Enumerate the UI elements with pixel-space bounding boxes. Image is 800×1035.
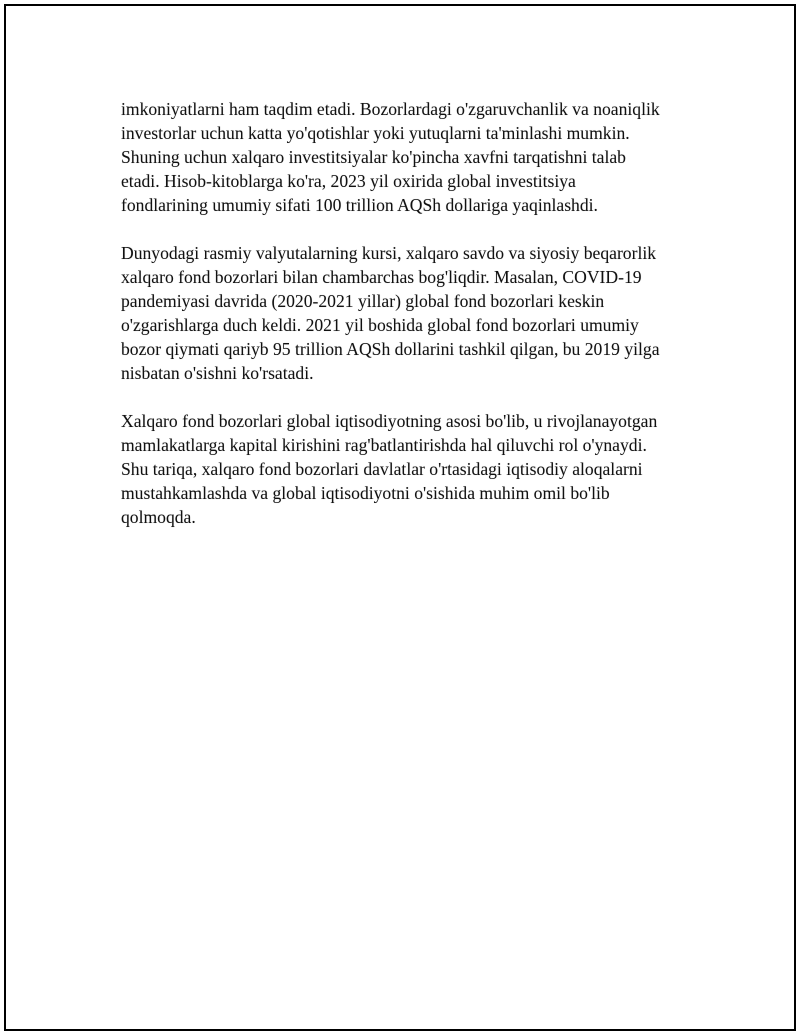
text-line: Shu tariqa, xalqaro fond bozorlari davlatlar o'rtasidagi iqtisodiy aloqalarni [121, 459, 643, 479]
text-line: etadi. Hisob-kitoblarga ko'ra, 2023 yil oxirida global investitsiya [121, 171, 576, 191]
paragraph-3 [121, 409, 711, 529]
text-line: imkoniyatlarni ham taqdim etadi. Bozorlardagi o'zgaruvchanlik va noaniqlik [121, 99, 660, 119]
paragraph-2 [121, 241, 711, 385]
text-line: mustahkamlashda va global iqtisodiyotni o'sishida muhim omil bo'lib [121, 483, 610, 503]
text-line: Dunyodagi rasmiy valyutalarning kursi, xalqaro savdo va siyosiy beqarorlik [121, 243, 657, 263]
text-line: pandemiyasi davrida (2020-2021 yillar) global fond bozorlari keskin [121, 291, 605, 311]
page-frame [4, 4, 796, 1031]
text-line: investorlar uchun katta yo'qotishlar yoki yutuqlarni ta'minlashi mumkin. [121, 123, 630, 143]
text-line: xalqaro fond bozorlari bilan chambarchas bog'liqdir. Masalan, COVID-19 [121, 267, 642, 287]
text-line: o'zgarishlarga duch keldi. 2021 yil boshida global fond bozorlari umumiy [121, 315, 639, 335]
text-line: qolmoqda. [121, 507, 196, 527]
text-line: nisbatan o'sishni ko'rsatadi. [121, 363, 314, 383]
text-line: mamlakatlarga kapital kirishini rag'batlantirishda hal qiluvchi rol o'ynaydi. [121, 435, 647, 455]
paragraph-1 [121, 97, 711, 217]
text-line: Shuning uchun xalqaro investitsiyalar ko'pincha xavfni tarqatishni talab [121, 147, 626, 167]
page-body [121, 97, 711, 553]
text-line: Xalqaro fond bozorlari global iqtisodiyotning asosi bo'lib, u rivojlanayotgan [121, 411, 658, 431]
text-line: fondlarining umumiy sifati 100 trillion AQSh dollariga yaqinlashdi. [121, 195, 598, 215]
text-line: bozor qiymati qariyb 95 trillion AQSh dollarini tashkil qilgan, bu 2019 yilga [121, 339, 660, 359]
